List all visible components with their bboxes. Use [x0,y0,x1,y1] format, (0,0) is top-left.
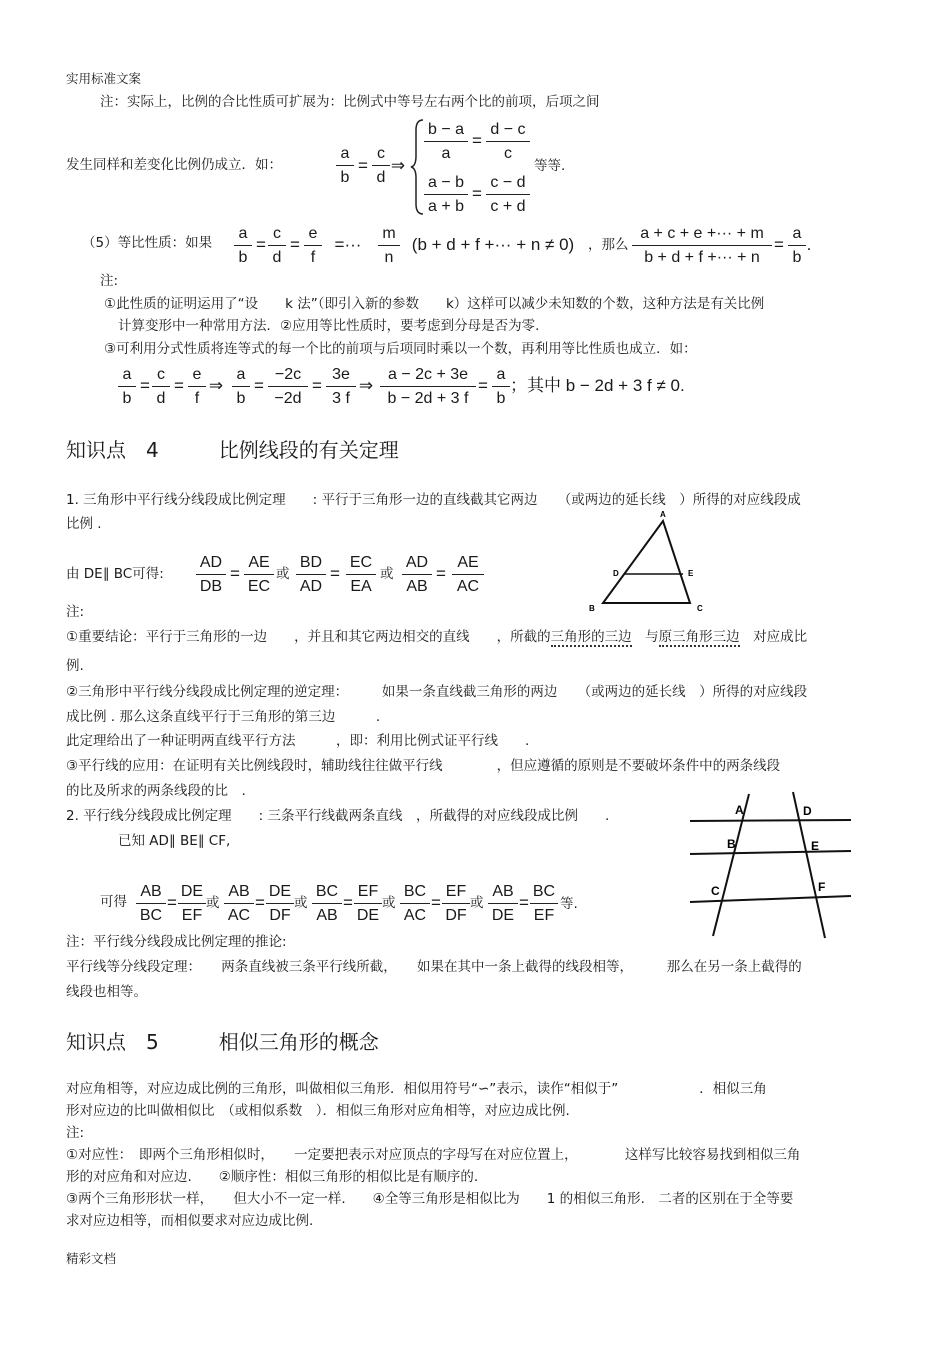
equals-sign: = [478,376,488,395]
converse-line1: ②三角形中平行线分线段成比例定理的逆定理： 如果一条直线截三角形的两边 （或两边的延长线 ）所得的对应线段 [66,684,808,700]
fraction-sum-numerators-over-sum-denominators [632,224,772,267]
fraction-e-f [304,224,322,267]
equals-sign: = [358,156,368,175]
numerator: BC [315,883,339,900]
fraction-ec-ea [346,553,376,596]
point-label-a: A [735,803,744,817]
fraction-bc-ef [530,882,558,925]
numerator: EC [349,554,373,571]
conclusion1-mid: 与 [631,629,659,645]
fraction-ef-de [354,882,382,925]
ellipsis-equals: =··· [334,235,362,254]
converse-line2: 成比例 . 那么这条直线平行于三角形的第三边 . [66,709,381,725]
numerator: BC [532,883,556,900]
vertex-label-a: A [660,510,666,519]
numerator: e [192,366,202,383]
denominator: b [792,249,802,266]
fraction-de-ef [178,882,206,925]
fraction-a-b [118,365,136,408]
corollary-line1: 平行线等分线段定理： 两条直线被三条平行线所截， 如果在其中一条上截得的线段相等， 那么在另一条上截得的 [66,959,802,975]
implies-arrow: ⇒ [358,376,374,395]
denominator: 3 f [332,390,350,407]
denominator: AC [456,578,480,595]
conclusion1-line2: 例. [66,658,84,674]
equals-sign: = [519,893,529,912]
from-de-parallel-bc: 由 DE∥ BC可得: [66,566,164,582]
equals-sign: = [174,376,184,395]
denominator: EA [350,578,372,595]
conclusion1-pre: ①重要结论：平行于三角形的一边 ，并且和其它两边相交的直线 ，所截的 [66,629,551,645]
numerator: a [238,225,248,242]
fraction-combined [380,365,476,408]
numerator: e [308,225,318,242]
fraction-ae-ac [452,553,484,596]
fraction-ad-ab [402,553,432,596]
numerator: AD [199,554,223,571]
denominator: EF [533,907,555,924]
fraction-c-d [152,365,170,408]
note-shape-line1: ③两个三角形形状一样， 但大小不一定一样. ④全等三角形是相似比为 1 的相似三角形. 二者的区别在于全等要 [66,1191,794,1207]
denominator: b [340,169,350,186]
numerator: a [122,366,132,383]
numerator: a [340,145,350,162]
numerator: d − c [490,121,526,138]
theorem1-line1: 1. 三角形中平行线分线段成比例定理 : 平行于三角形一边的直线截其它两边 （或两边的延长线 ）所得的对应线段成 [66,492,801,508]
fraction-a-minus-b-over-a-plus-b [424,173,468,216]
equals-sign: = [254,376,264,395]
vertex-label-c: C [697,604,703,613]
fraction-de-df [266,882,294,925]
etc-text: 等. [560,896,578,912]
numerator: a [792,225,802,242]
point-label-e: E [811,839,820,853]
vertex-label-b: B [589,604,595,613]
numerator: BC [403,883,427,900]
denominator: d [156,390,166,407]
fraction-c-minus-d-over-c-plus-d [486,173,530,216]
note-label: 注: [66,604,85,620]
vertex-label-d: D [613,569,619,578]
triangle-diagram [585,505,715,620]
numerator: DE [268,883,292,900]
numerator: AD [405,554,429,571]
fraction-c-d [268,224,286,267]
denominator: c + d [490,198,526,215]
numerator: a + c + e +··· + m [640,225,764,242]
denominator: b − 2d + 3 f [387,390,469,407]
section5-title: 知识点 5 相似三角形的概念 [66,1030,379,1054]
implies-arrow: ⇒ [208,376,224,395]
formula-tail: 等等. [534,158,566,174]
definition-line1: 对应角相等，对应边成比例的三角形，叫做相似三角形．相似用符号“∽”表示，读作“相似于” ．相似三角 [66,1081,767,1097]
denominator: DE [356,907,380,924]
numerator: m [382,225,396,242]
parallel-application-line2: 的比及所求的两条线段的比 . [66,783,246,799]
denominator: b + d + f +··· + n [644,249,760,266]
nonzero-condition: ；其中 b − 2d + 3 f ≠ 0. [510,376,685,395]
point-label-d: D [803,804,812,818]
equals-sign: = [472,184,482,203]
numerator: c [273,225,281,242]
note-shape-line2: 求对应边相等，而相似要求对应边成比例. [66,1213,314,1229]
numerator: EF [357,883,379,900]
or-text: 或 [382,895,396,911]
emphasis-dotted: 三角形的三边 [550,629,632,645]
denominator: AC [227,907,251,924]
denominator: AB [406,578,428,595]
numerator: a − 2c + 3e [387,366,469,383]
denominator: −2d [274,390,302,407]
denominator: c [504,145,512,162]
note-correspondence-line1: ①对应性： 即两个三角形相似时， 一定要把表示对应顶点的字母写在对应位置上， 这样写比较容易找到相似三角 [66,1147,801,1163]
denominator: n [384,249,394,266]
note-extend-line2: 发生同样和差变化比例仍成立．如： [66,157,282,173]
equals-sign: = [140,376,150,395]
numerator: b − a [427,121,465,138]
denominator: b [236,390,246,407]
equals-sign: = [256,235,266,254]
parallel-lines-diagram [685,788,855,943]
equals-sign: = [774,235,784,254]
note-label: 注: [100,273,119,289]
or-text: 或 [276,566,290,582]
equals-sign: = [167,893,177,912]
numerator: BD [299,554,323,571]
fraction-m-n [378,224,400,267]
fraction-ad-db [196,553,226,596]
parallel-application-line1: ③平行线的应用：在证明有关比例线段时，辅助线往往做平行线 ，但应遵循的原则是不要破坏条件中的两条线段 [66,758,781,774]
or-text: 或 [206,895,220,911]
denominator: EC [247,578,271,595]
fraction-a-b-result [492,365,510,408]
period: . [806,235,812,254]
denominator: DF [445,907,467,924]
denominator: f [310,249,316,266]
point-label-f: F [818,880,826,894]
fraction-bc-ac [400,882,430,925]
fraction-d-minus-c-over-c [486,120,530,163]
note-extend-line1: 注：实际上，比例的合比性质可扩展为：比例式中等号左右两个比的前项，后项之间 [100,94,600,110]
fraction-bd-ad [296,553,326,596]
equals-sign: = [312,376,322,395]
denominator: f [194,390,200,407]
point-label-c: C [711,884,720,898]
equals-sign: = [436,564,446,583]
numerator: AB [140,883,162,900]
fraction-ab-ac [224,882,254,925]
note-label: 注: [66,1125,85,1141]
denominator: a + b [427,198,465,215]
fraction-a-b [232,365,250,408]
definition-line2: 形对应边的比叫做相似比 （或相似系数 ）．相似三角形对应角相等，对应边成比例. [66,1103,570,1119]
page-header: 实用标准文案 [66,71,142,86]
denominator: AC [403,907,427,924]
fraction-a-b [336,144,354,187]
point-label-b: B [727,837,736,851]
fraction-ab-bc [136,882,166,925]
numerator: AE [457,554,479,571]
numerator: a − b [427,174,465,191]
fraction-3e-3f [326,365,356,408]
denominator: b [122,390,132,407]
conclusion1-line1 [66,628,807,646]
prop5-label: （5）等比性质：如果 [82,235,213,251]
denominator: d [376,169,386,186]
get-text: 可得 [100,894,127,910]
fraction-bc-ab [312,882,342,925]
denominator: b [238,249,248,266]
implies-arrow: ⇒ [390,156,406,175]
equals-sign: = [472,131,482,150]
fraction-ae-ec [244,553,274,596]
corollary-label: 注：平行线分线段成比例定理的推论: [66,934,287,950]
fraction-minus2c-minus2d [268,365,308,408]
denominator: b [496,390,506,407]
theorem2-line: 2. 平行线分线段成比例定理 : 三条平行线截两条直线 ，所截得的对应线段成比例 . [66,808,610,824]
denominator: AD [299,578,323,595]
numerator: c [157,366,165,383]
fraction-b-minus-a-over-a [424,120,468,163]
equals-sign: = [330,564,340,583]
denominator: d [272,249,282,266]
denominator: DB [199,578,223,595]
section4-title: 知识点 4 比例线段的有关定理 [66,438,399,462]
numerator: a [496,366,506,383]
numerator: AB [492,883,514,900]
denominator: AB [316,907,338,924]
numerator: DE [180,883,204,900]
denominator: EF [181,907,203,924]
fraction-a-b [234,224,252,267]
vertex-label-e: E [688,569,694,578]
fraction-e-f [188,365,206,408]
emphasis-dotted: 原三角形三边 [658,629,740,645]
denominator: DE [491,907,515,924]
page-footer: 精彩文档 [66,1251,117,1266]
fraction-ab-de [488,882,518,925]
numerator: c [377,145,385,162]
equals-sign: = [290,235,300,254]
denominator: a [441,145,451,162]
numerator: a [236,366,246,383]
corollary-line2: 线段也相等。 [66,984,147,1000]
note5-line2: 计算变形中一种常用方法．②应用等比性质时，要考虑到分母是否为零. [118,318,540,334]
note5-line3: ③可利用分式性质将连等式的每一个比的前项与后项同时乘以一个数，再利用等比性质也成立．如： [104,341,697,357]
or-text: 或 [294,895,308,911]
theorem1-line2: 比例 . [66,516,102,532]
note5-line1: ①此性质的证明运用了“设 k 法”（即引入新的参数 k）这样可以减少未知数的个数，这种方法是有关比例 [104,296,765,312]
equals-sign: = [255,893,265,912]
denominator: DF [269,907,291,924]
numerator: c − d [490,174,526,191]
numerator: EF [445,883,467,900]
or-text: 或 [380,566,394,582]
numerator: AE [248,554,270,571]
given-text: 已知 AD∥ BE∥ CF, [118,833,231,849]
denominator: BC [139,907,163,924]
equals-sign: = [343,893,353,912]
equals-sign: = [431,893,441,912]
equals-sign: = [230,564,240,583]
converse-line3: 此定理给出了一种证明两直线平行方法 ，即：利用比例式证平行线 . [66,733,530,749]
fraction-ef-df [442,882,470,925]
numerator: 3e [332,366,350,383]
note-correspondence-line2: 形的对应角和对应边. ②顺序性：相似三角形的相似比是有顺序的. [66,1169,479,1185]
or-text: 或 [470,895,484,911]
nonzero-condition: (b + d + f +··· + n ≠ 0) [411,235,575,254]
then-text: ，那么 [588,237,629,253]
numerator: AB [228,883,250,900]
conclusion1-post: 对应成比 [739,629,808,645]
numerator: −2c [274,366,302,383]
